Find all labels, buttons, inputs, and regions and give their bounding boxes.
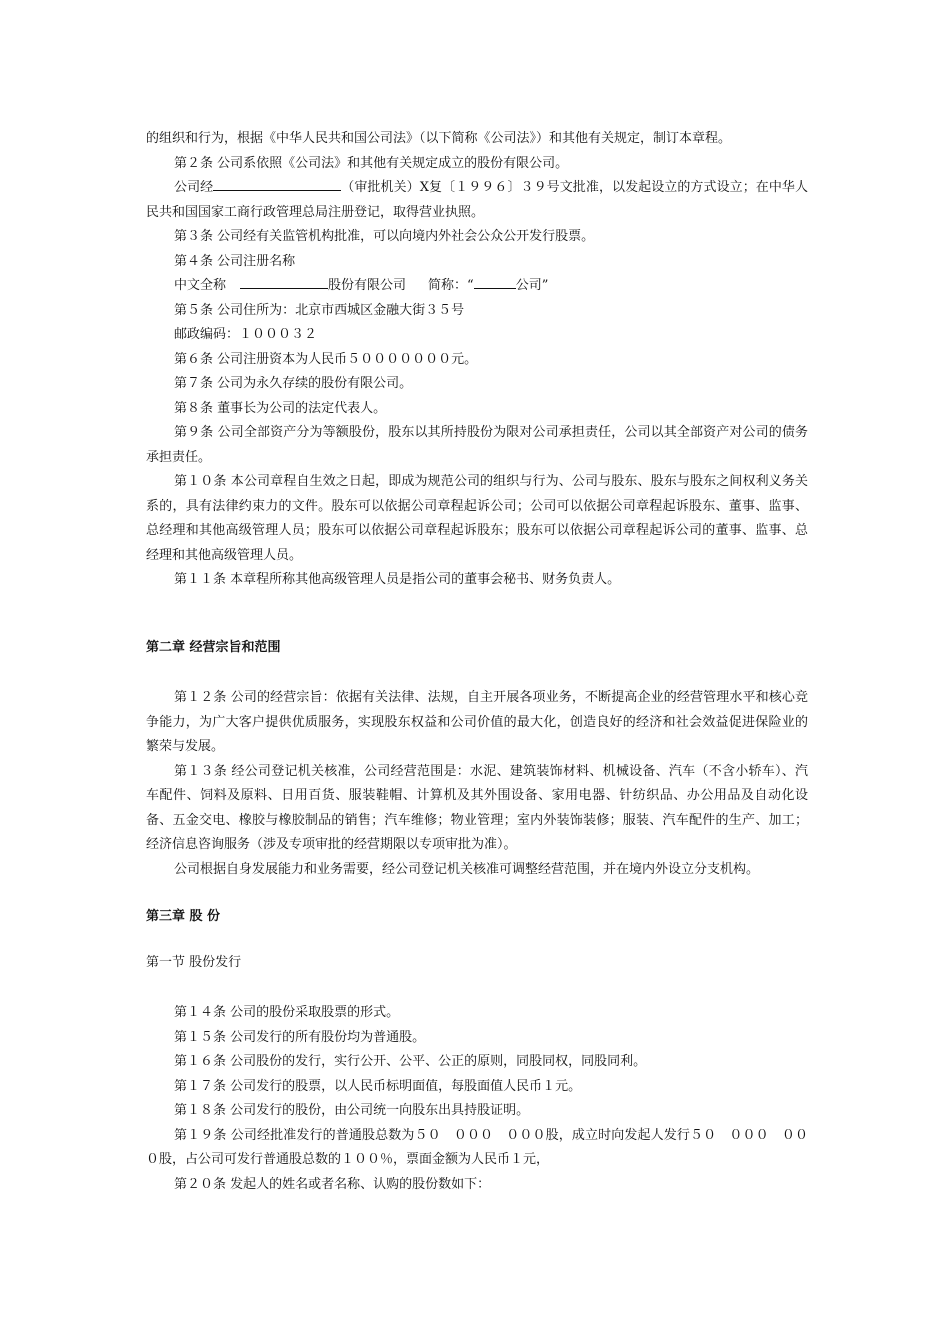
article-17: 第１７条 公司发行的股票，以人民币标明面值，每股面值人民币１元。: [174, 1078, 582, 1094]
article-11: 第１１条 本章程所称其他高级管理人员是指公司的董事会秘书、财务负责人。: [174, 572, 621, 587]
article-6: 第６条 公司注册资本为人民币５０００００００元。: [174, 351, 478, 367]
article-9: 第９条 公司全部资产分为等额股份，股东以其所持股份为限对公司承担责任，公司以其全部资产对公司的债务承担责任。: [146, 425, 808, 465]
approval-text-b: （审批机关）X复〔１９９６〕３９号文批准，以发起设立的方式设立；在中华人民共和国国家工商行政管理总局注册登记，取得营业执照。: [146, 180, 808, 220]
intro-paragraph: 的组织和行为，根据《中华人民共和国公司法》（以下简称《公司法》）和其他有关规定，制订本章程。: [146, 131, 732, 146]
article-2: 第２条 公司系依照《公司法》和其他有关规定成立的股份有限公司。: [174, 155, 569, 171]
scope-adjust-paragraph: 公司根据自身发展能力和业务需要，经公司登记机关核准可调整经营范围，并在境内外设立分支机构。: [174, 861, 760, 877]
approval-authority-blank: [213, 176, 341, 191]
short-name-label: 简称：“: [428, 278, 474, 293]
section-1-heading: 第一节 股份发行: [146, 954, 242, 970]
article-8: 第８条 董事长为公司的法定代表人。: [174, 400, 387, 416]
postcode: 邮政编码：１０００３２: [174, 327, 318, 342]
company-name-line: [146, 274, 808, 299]
full-name-suffix: 股份有限公司: [328, 278, 407, 293]
article-15: 第１５条 公司发行的所有股份均为普通股。: [174, 1029, 426, 1045]
article-4: 第４条 公司注册名称: [174, 253, 296, 269]
article-16: 第１６条 公司股份的发行，实行公开、公平、公正的原则，同股同权，同股同利。: [174, 1054, 647, 1069]
chapter-2-heading: 第二章 经营宗旨和范围: [146, 639, 281, 655]
article-18: 第１８条 公司发行的股份，由公司统一向股东出具持股证明。: [174, 1103, 530, 1118]
short-name-suffix: 公司”: [515, 278, 549, 293]
full-name-label: 中文全称: [174, 278, 227, 293]
chapter-3-heading: 第三章 股 份: [146, 909, 221, 924]
approval-text-a: 公司经: [174, 180, 214, 195]
article-13: 第１３条 经公司登记机关核准，公司经营范围是：水泥、建筑装饰材料、机械设备、汽车（不含小轿车）、汽车配件、饲料及原料、日用百货、服装鞋帽、计算机及其外围设备、家用电器、针纺织品、办公用品及自动化设备、五金交电、橡胶与橡胶制品的销售；汽车维修；物业管理；室内外装饰装修；服装、汽车配件的生产、加工；经济信息咨询服务（涉及专项审批的经营期限以专项审批为准）。: [146, 763, 808, 852]
article-19: 第１９条 公司经批准发行的普通股总数为５０ ０００ ０００股，成立时向发起人发行５０ ０００ ０００股，占公司可发行普通股总数的１００％，票面金额为人民币１元，: [146, 1127, 808, 1167]
article-12: 第１２条 公司的经营宗旨：依据有关法律、法规，自主开展各项业务，不断提高企业的经营管理水平和核心竞争能力，为广大客户提供优质服务，实现股东权益和公司价值的最大化，创造良好的经济和社会效益促进保险业的繁荣与发展。: [146, 690, 808, 754]
article-20: 第２０条 发起人的姓名或者名称、认购的股份数如下：: [174, 1176, 491, 1192]
approval-paragraph: [146, 176, 808, 225]
document-body: [146, 127, 808, 1197]
article-14: 第１４条 公司的股份采取股票的形式。: [174, 1005, 400, 1020]
article-3: 第３条 公司经有关监管机构批准，可以向境内外社会公众公开发行股票。: [174, 229, 595, 244]
article-5: 第５条 公司住所为：北京市西城区金融大街３５号: [174, 302, 465, 318]
short-name-blank: [474, 274, 516, 289]
full-name-blank: [240, 274, 328, 289]
article-10: 第１０条 本公司章程自生效之日起，即成为规范公司的组织与行为、公司与股东、股东与股东之间权利义务关系的，具有法律约束力的文件。股东可以依据公司章程起诉公司；公司可以依据公司章程起诉股东、董事、监事、总经理和其他高级管理人员；股东可以依据公司章程起诉股东；股东可以依据公司章程起诉公司的董事、监事、总经理和其他高级管理人员。: [146, 474, 808, 563]
article-7: 第７条 公司为永久存续的股份有限公司。: [174, 376, 413, 391]
